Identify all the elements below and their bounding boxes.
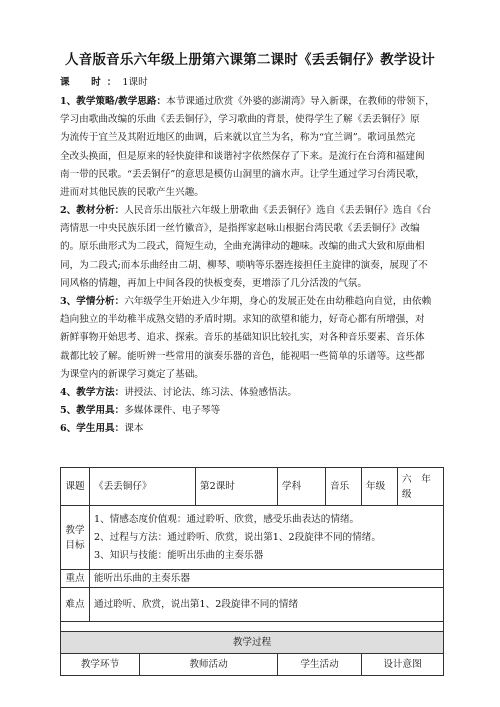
subject-label: 学科 — [278, 468, 326, 506]
section-heading: 3、学情分析： — [60, 296, 125, 307]
table-row-goals — [61, 506, 444, 570]
key-point-label: 重点 — [61, 570, 90, 588]
goal-item: 1、情感态度价值观：通过聆听、欣赏，感受乐曲表达的情绪。 — [94, 513, 360, 525]
column-teacher-activity: 教师活动 — [140, 654, 278, 676]
document-title: 人音版音乐六年级上册第六课第二课时《丢丢铜仔》教学设计 — [65, 52, 435, 68]
topic-value: 《丢丢铜仔》 — [90, 468, 196, 506]
section-line: 人民音乐出版社六年级上册歌曲《丢丢铜仔》选自《丢丢铜仔》选自《台 — [124, 205, 432, 216]
section-line: 多媒体课件、电子琴等 — [124, 405, 221, 416]
class-period-value: 1课时 — [122, 77, 148, 88]
section-line: 全改头换面，但是原来的轻快旋律和谈谐衬字依然保存了下来。是流行在台湾和福建闽 — [60, 150, 425, 162]
section-line: 裁都比较了解。能听辨一些常用的演奏乐器的音色，能视唱一些简单的乐谱等。这些都 — [60, 350, 425, 362]
section-teaching-tools — [60, 402, 220, 420]
class-period-line — [60, 74, 148, 92]
section-teaching-methods — [60, 384, 297, 402]
section-line: 同风格的情趣，再加上中间各段的快板变奏，更增添了几分活泼的气氛。 — [60, 277, 367, 289]
period-value: 第2课时 — [196, 468, 278, 506]
section-heading: 4、教学方法： — [60, 387, 125, 398]
table-spacer-cell — [61, 622, 444, 632]
section-heading: 6、学生用具： — [60, 423, 125, 434]
section-line: 进而对其他民族的民歌产生兴趣。 — [60, 186, 204, 198]
section-line: 的。原乐曲形式为二段式，简短生动，全曲充满律动的趣味。改编的曲式大致和原曲相 — [60, 241, 425, 253]
section-line: 学习由歌曲改编的乐曲《丢丢铜仔》，学习歌曲的背景，使得学生了解《丢丢铜仔》原 — [60, 114, 420, 126]
table-row-process-header — [61, 632, 444, 654]
section-line: 讲授法、讨论法、练习法、体验感悟法。 — [124, 387, 297, 398]
section-line: 为课堂内的新课学习奠定了基础。 — [60, 368, 204, 380]
key-point-value: 能听出乐曲的主奏乐器 — [90, 570, 444, 588]
table-row-topic — [61, 468, 444, 506]
difficulty-value: 通过聆听、欣赏，说出第1、2段旋律不同的情绪 — [90, 588, 444, 622]
table-row-spacer — [61, 622, 444, 632]
section-line: 湾情思一中央民族乐团一丝竹徽音》，是指挥家赵咏山根据台湾民歌《丢丢铜仔》改编 — [60, 223, 420, 235]
section-textbook-analysis — [60, 202, 443, 293]
section-heading: 5、教学用具： — [60, 405, 125, 416]
table-row-difficulty — [61, 588, 444, 622]
section-line: 六年级学生开始进入少年期，身心的发展正处在由幼稚趋向自觉，由依赖 — [124, 296, 432, 307]
section-line: 南一带的民歌。“丢丢铜仔”的意思是模仿山洞里的滴水声。让学生通过学习台湾民歌， — [60, 168, 425, 180]
section-line: 本节课通过欣赏《外婆的澎湖湾》导入新课，在教师的带领下， — [166, 96, 435, 107]
column-stage: 教学环节 — [61, 654, 140, 676]
table-row-key-point — [61, 570, 444, 588]
subject-value: 音乐 — [326, 468, 362, 506]
goal-item: 3、知识与技能：能听出乐曲的主奏乐器 — [94, 549, 264, 561]
class-period-label: 课 时： — [60, 77, 123, 88]
lesson-plan-table — [60, 467, 444, 676]
section-line: 课本 — [124, 423, 144, 434]
process-header: 教学过程 — [61, 632, 444, 654]
goals-label: 教学 目标 — [61, 506, 90, 570]
section-line: 同，为二段式;而本乐曲经由二胡、柳琴、唢呐等乐器连接担任主旋律的演奏，展现了不 — [60, 259, 428, 271]
column-design-intent: 设计意图 — [362, 654, 444, 676]
topic-label: 课题 — [61, 468, 90, 506]
section-line: 趋向独立的半幼稚半成熟交错的矛盾时期。求知的欲望和能力，好奇心都有所增强，对 — [60, 314, 425, 326]
section-student-analysis — [60, 293, 443, 384]
goal-item: 2、过程与方法：通过聆听、欣赏，说出第1、2段旋律不同的情绪。 — [94, 531, 381, 543]
section-line: 新鲜事物开始思考、追求、探索。音乐的基础知识比较扎实，对各种音乐要素、音乐体 — [60, 332, 425, 344]
section-heading: 2、教材分析： — [60, 205, 125, 216]
section-heading: 1、教学策略/教学思路： — [60, 96, 167, 107]
grade-label: 年级 — [362, 468, 398, 506]
table-row-columns — [61, 654, 444, 676]
section-line: 为流传于宜兰及其附近地区的曲调，后来就以宜兰为名，称为“宜兰调”。歌词虽然完 — [60, 132, 416, 144]
column-student-activity: 学生活动 — [278, 654, 362, 676]
section-student-tools — [60, 420, 143, 438]
difficulty-label: 难点 — [61, 588, 90, 622]
section-teaching-strategy — [60, 93, 443, 202]
grade-value: 六 年 级 — [398, 468, 444, 506]
goals-list — [90, 506, 444, 570]
